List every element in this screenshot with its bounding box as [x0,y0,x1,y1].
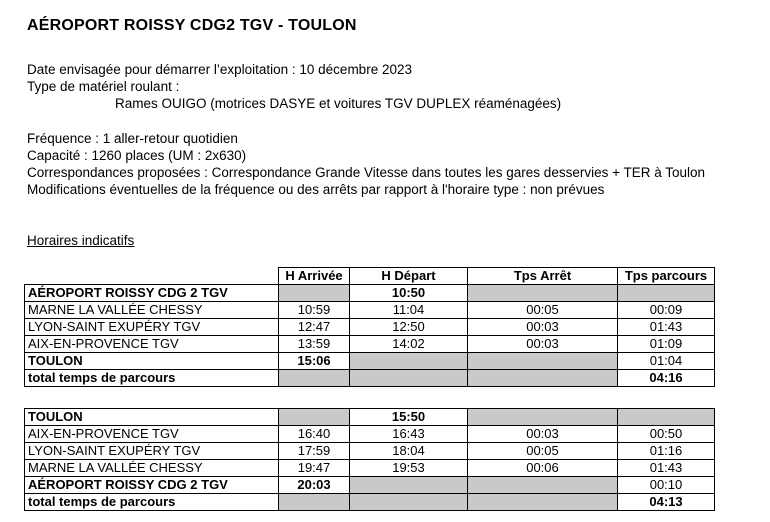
frequency: Fréquence : 1 aller-retour quotidien [27,131,238,146]
total-travel-time: 04:16 [618,370,715,387]
table-header-row [25,268,715,285]
start-date: Date envisagée pour démarrer l’exploitation : 10 décembre 2023 [27,62,412,77]
total-label: total temps de parcours [25,494,279,511]
page-title: AÉROPORT ROISSY CDG2 TGV - TOULON [27,17,357,34]
travel-time: 01:43 [618,460,715,477]
travel-time: 01:16 [618,443,715,460]
departure-time: 12:50 [350,319,468,336]
arrival-time: 13:59 [279,336,350,353]
stop-time: 00:03 [468,319,618,336]
stop-time: 00:05 [468,443,618,460]
table-row [25,319,715,336]
departure-time: 16:43 [350,426,468,443]
departure-time [350,353,468,370]
travel-time: 00:50 [618,426,715,443]
table-row [25,285,715,302]
stop-time: 00:06 [468,460,618,477]
total-blank [350,370,468,387]
total-blank [279,370,350,387]
table-row [25,353,715,370]
arrival-time: 17:59 [279,443,350,460]
total-row [25,494,715,511]
travel-time [618,409,715,426]
total-row [25,370,715,387]
arrival-time: 19:47 [279,460,350,477]
arrival-time: 15:06 [279,353,350,370]
header-blank [25,268,279,285]
station-name: AIX-EN-PROVENCE TGV [25,336,279,353]
station-name: LYON-SAINT EXUPÉRY TGV [25,319,279,336]
arrival-time: 20:03 [279,477,350,494]
departure-time: 11:04 [350,302,468,319]
table-row [25,409,715,426]
arrival-time: 12:47 [279,319,350,336]
station-name: TOULON [25,409,279,426]
arrival-time: 16:40 [279,426,350,443]
stop-time: 00:03 [468,426,618,443]
table-row [25,477,715,494]
stop-time [468,409,618,426]
total-blank [468,370,618,387]
total-blank [279,494,350,511]
departure-time [350,477,468,494]
total-label: total temps de parcours [25,370,279,387]
arrival-time: 10:59 [279,302,350,319]
travel-time: 00:09 [618,302,715,319]
stop-time: 00:05 [468,302,618,319]
total-blank [468,494,618,511]
connections: Correspondances proposées : Correspondance Grande Vitesse dans toutes les gares desservies + TER à Toulon [27,165,706,180]
total-blank [350,494,468,511]
departure-time: 14:02 [350,336,468,353]
table-row [25,426,715,443]
return-schedule-table [24,408,715,511]
header-arrival: H Arrivée [279,268,350,285]
departure-time: 19:53 [350,460,468,477]
table-row [25,443,715,460]
arrival-time [279,409,350,426]
travel-time: 01:09 [618,336,715,353]
table-row [25,460,715,477]
material-value: Rames OUIGO (motrices DASYE et voitures TGV DUPLEX réaménagées) [115,96,562,111]
stop-time [468,477,618,494]
header-departure: H Départ [350,268,468,285]
total-travel-time: 04:13 [618,494,715,511]
header-stop-time: Tps Arrêt [468,268,618,285]
station-name: AIX-EN-PROVENCE TGV [25,426,279,443]
station-name: LYON-SAINT EXUPÉRY TGV [25,443,279,460]
stop-time [468,285,618,302]
horaires-indicatifs-heading: Horaires indicatifs [27,233,135,248]
stop-time [468,353,618,370]
station-name: TOULON [25,353,279,370]
departure-time: 15:50 [350,409,468,426]
modifications: Modifications éventuelles de la fréquence ou des arrêts par rapport à l'horaire type : non prévues [27,182,605,197]
station-name: AÉROPORT ROISSY CDG 2 TGV [25,285,279,302]
travel-time: 01:43 [618,319,715,336]
header-travel-time: Tps parcours [618,268,715,285]
stop-time: 00:03 [468,336,618,353]
material-label: Type de matériel roulant : [27,79,180,94]
departure-time: 10:50 [350,285,468,302]
travel-time [618,285,715,302]
station-name: AÉROPORT ROISSY CDG 2 TGV [25,477,279,494]
table-row [25,336,715,353]
travel-time: 00:10 [618,477,715,494]
departure-time: 18:04 [350,443,468,460]
station-name: MARNE LA VALLÉE CHESSY [25,302,279,319]
outbound-schedule-table [24,267,715,387]
capacity: Capacité : 1260 places (UM : 2x630) [27,148,247,163]
table-row [25,302,715,319]
arrival-time [279,285,350,302]
station-name: MARNE LA VALLÉE CHESSY [25,460,279,477]
travel-time: 01:04 [618,353,715,370]
